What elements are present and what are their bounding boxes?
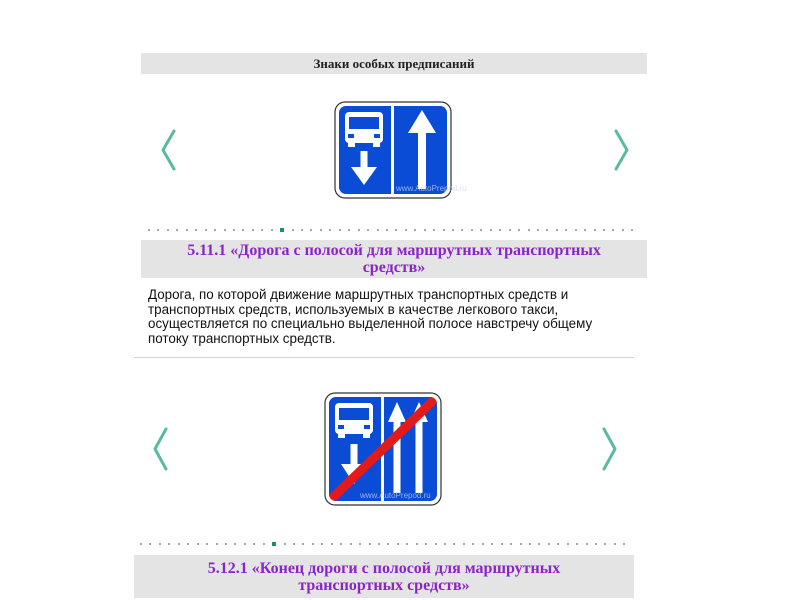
pagination-dot[interactable] <box>614 543 616 545</box>
pagination-dot[interactable] <box>321 543 323 545</box>
pagination-dot[interactable] <box>576 543 578 545</box>
pagination-dot[interactable] <box>358 229 360 231</box>
pagination-dot[interactable] <box>556 229 558 231</box>
pagination-dot[interactable] <box>453 543 455 545</box>
pagination-dot[interactable] <box>244 543 246 545</box>
pagination-dot[interactable] <box>397 543 399 545</box>
pagination-dot[interactable] <box>148 229 150 231</box>
pagination-dot[interactable] <box>252 229 254 231</box>
pagination-dot[interactable] <box>405 229 407 231</box>
pagination-dot[interactable] <box>567 543 569 545</box>
pagination-dot[interactable] <box>214 229 216 231</box>
pagination-dot[interactable] <box>234 543 236 545</box>
pagination-dot[interactable] <box>233 229 235 231</box>
pagination-dot[interactable] <box>499 229 501 231</box>
pagination-dot[interactable] <box>433 229 435 231</box>
pagination-dot[interactable] <box>205 229 207 231</box>
pagination-dot[interactable] <box>176 229 178 231</box>
pagination-dot[interactable] <box>206 543 208 545</box>
pagination-dot[interactable] <box>395 229 397 231</box>
pagination-dot[interactable] <box>284 543 286 545</box>
pagination-dot[interactable] <box>482 543 484 545</box>
pagination-dot[interactable] <box>529 543 531 545</box>
pagination-dot[interactable] <box>490 229 492 231</box>
sign-description-5-11-1: Дорога, по которой движение маршрутных транспортных средств и транспортных средств, используемых в качестве легкового такси, осуществляется по специально выделенной полосе навстречу общему потоку транспортных средств. <box>148 287 593 346</box>
prev-slide-button-2[interactable] <box>150 426 172 470</box>
pagination-dot[interactable] <box>359 543 361 545</box>
section-header-title: Знаки особых предписаний <box>313 55 475 71</box>
divider <box>134 357 634 358</box>
pagination-dot[interactable] <box>348 229 350 231</box>
pagination-dot[interactable] <box>216 543 218 545</box>
pagination-dot[interactable] <box>528 229 530 231</box>
pagination-dot[interactable] <box>443 229 445 231</box>
pagination-dot[interactable] <box>292 229 294 231</box>
pagination-dot[interactable] <box>242 229 244 231</box>
pagination-dot[interactable] <box>378 543 380 545</box>
pagination-dot[interactable] <box>331 543 333 545</box>
pagination-dot[interactable] <box>157 229 159 231</box>
pagination-dot[interactable] <box>557 543 559 545</box>
pagination-dot[interactable] <box>263 543 265 545</box>
pagination-dot[interactable] <box>340 543 342 545</box>
pagination-dot[interactable] <box>197 543 199 545</box>
pagination-dot[interactable] <box>377 229 379 231</box>
pagination-dot[interactable] <box>310 229 312 231</box>
pagination-dot[interactable] <box>425 543 427 545</box>
pagination-dot[interactable] <box>178 543 180 545</box>
pagination-dot[interactable] <box>452 229 454 231</box>
next-slide-button-1[interactable] <box>610 128 632 172</box>
pagination-dot[interactable] <box>167 229 169 231</box>
pagination-dot[interactable] <box>603 229 605 231</box>
pagination-dot[interactable] <box>261 229 263 231</box>
next-slide-button-2[interactable] <box>598 426 620 470</box>
pagination-dot-active[interactable] <box>280 228 284 232</box>
pagination-dot[interactable] <box>140 543 142 545</box>
pagination-dot[interactable] <box>537 229 539 231</box>
pagination-dot[interactable] <box>224 229 226 231</box>
pagination-dot[interactable] <box>472 543 474 545</box>
pagination-dot[interactable] <box>329 229 331 231</box>
watermark: www.AutoPrepod.ru <box>360 491 431 500</box>
pagination-dot[interactable] <box>471 229 473 231</box>
pagination-dot[interactable] <box>271 229 273 231</box>
pagination-dot[interactable] <box>622 229 624 231</box>
sign-title-text: 5.11.1 «Дорога с полосой для маршрутных транспортных средств» <box>187 242 601 276</box>
pagination-dot[interactable] <box>546 229 548 231</box>
pagination-dot[interactable] <box>461 229 463 231</box>
pagination-dot[interactable] <box>414 229 416 231</box>
sign-title-5-12-1 <box>134 555 634 598</box>
pagination-dot[interactable] <box>612 229 614 231</box>
chevron-left-icon <box>150 426 172 472</box>
pagination-dot[interactable] <box>312 543 314 545</box>
pagination-dot[interactable] <box>604 543 606 545</box>
pagination-dot[interactable] <box>575 229 577 231</box>
pagination-dot[interactable] <box>424 229 426 231</box>
pagination-dot[interactable] <box>501 543 503 545</box>
pagination-dot[interactable] <box>520 543 522 545</box>
sign-5-12-1-image <box>324 392 442 506</box>
pagination-dot[interactable] <box>594 229 596 231</box>
pagination-dot[interactable] <box>510 543 512 545</box>
pagination-dot[interactable] <box>320 229 322 231</box>
pagination-dot[interactable] <box>480 229 482 231</box>
pagination-dot[interactable] <box>518 229 520 231</box>
pagination-dot[interactable] <box>350 543 352 545</box>
chevron-left-icon <box>158 128 180 172</box>
bus-icon <box>345 112 383 147</box>
pagination-dot[interactable] <box>253 543 255 545</box>
pagination-dot[interactable] <box>187 543 189 545</box>
pagination-dot[interactable] <box>159 543 161 545</box>
pagination-dot[interactable] <box>149 543 151 545</box>
pagination-dot[interactable] <box>509 229 511 231</box>
chevron-right-icon <box>610 128 632 172</box>
pagination-dot[interactable] <box>631 229 633 231</box>
pagination-dot[interactable] <box>302 543 304 545</box>
pagination-dot[interactable] <box>444 543 446 545</box>
pagination-dot[interactable] <box>416 543 418 545</box>
pagination-dot[interactable] <box>386 229 388 231</box>
pagination-dot[interactable] <box>463 543 465 545</box>
watermark: www.AutoPrepod.ru <box>396 184 467 193</box>
sign-5-11-1-image <box>334 101 467 199</box>
sign-title-text: 5.12.1 «Конец дороги с полосой для маршрутных транспортных средств» <box>207 559 561 594</box>
pagination-dot[interactable] <box>225 543 227 545</box>
pagination-dot[interactable] <box>586 543 588 545</box>
pagination-dot[interactable] <box>301 229 303 231</box>
pagination-dot[interactable] <box>387 543 389 545</box>
pagination-dot[interactable] <box>339 229 341 231</box>
carousel-pagination-1 <box>148 226 634 234</box>
pagination-dot[interactable] <box>538 543 540 545</box>
pagination-dot[interactable] <box>435 543 437 545</box>
pagination-dot[interactable] <box>168 543 170 545</box>
chevron-right-icon <box>598 426 620 472</box>
sign-title-5-11-1 <box>141 240 647 278</box>
pagination-dot[interactable] <box>548 543 550 545</box>
bus-icon <box>335 403 373 438</box>
pagination-dot-active[interactable] <box>272 542 276 546</box>
pagination-dot[interactable] <box>369 543 371 545</box>
pagination-dot[interactable] <box>406 543 408 545</box>
carousel-pagination-2 <box>140 540 626 548</box>
pagination-dot[interactable] <box>565 229 567 231</box>
section-header <box>141 53 647 74</box>
pagination-dot[interactable] <box>491 543 493 545</box>
pagination-dot[interactable] <box>623 543 625 545</box>
pagination-dot[interactable] <box>195 229 197 231</box>
pagination-dot[interactable] <box>186 229 188 231</box>
pagination-dot[interactable] <box>367 229 369 231</box>
pagination-dot[interactable] <box>584 229 586 231</box>
pagination-dot[interactable] <box>595 543 597 545</box>
prev-slide-button-1[interactable] <box>158 128 180 172</box>
pagination-dot[interactable] <box>293 543 295 545</box>
